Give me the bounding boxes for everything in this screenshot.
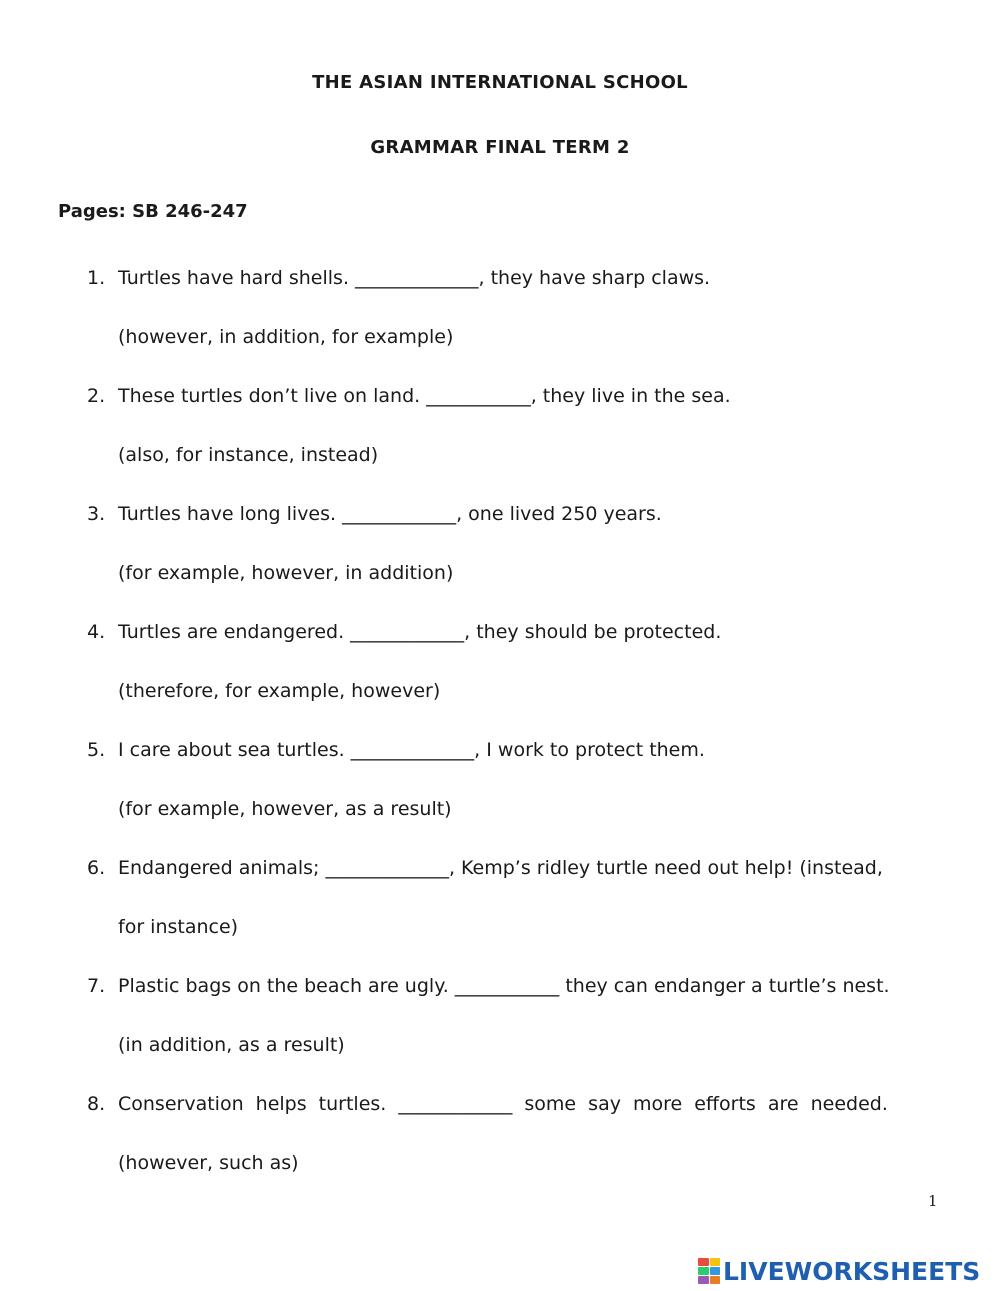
answer-options: (however, such as) [118, 1152, 299, 1174]
answer-options: (for example, however, in addition) [118, 562, 454, 584]
question-number: 6. [87, 857, 106, 879]
question-number: 4. [87, 621, 106, 643]
question-text: Turtles have long lives. ____________, one lived 250 years. [118, 503, 662, 525]
question-text: Turtles have hard shells. _____________, they have sharp claws. [118, 267, 711, 289]
logo-tile [710, 1267, 721, 1275]
question-number: 7. [87, 975, 106, 997]
exam-title: GRAMMAR FINAL TERM 2 [370, 137, 630, 158]
logo-tile [710, 1258, 721, 1266]
school-title: THE ASIAN INTERNATIONAL SCHOOL [312, 72, 688, 93]
liveworksheets-icon [698, 1258, 720, 1284]
question-text: Conservation helps turtles. ____________ some say more efforts are needed. [118, 1093, 888, 1115]
question-number: 3. [87, 503, 106, 525]
answer-options: for instance) [118, 916, 239, 938]
question-number: 1. [87, 267, 106, 289]
answer-options: (in addition, as a result) [118, 1034, 345, 1056]
pages-reference: Pages: SB 246-247 [58, 201, 248, 222]
question-number: 2. [87, 385, 106, 407]
logo-tile [698, 1258, 709, 1266]
question-text: Plastic bags on the beach are ugly. ___________ they can endanger a turtle’s nest. [118, 975, 890, 997]
answer-options: (also, for instance, instead) [118, 444, 379, 466]
liveworksheets-logo [698, 1256, 980, 1286]
answer-options: (therefore, for example, however) [118, 680, 441, 702]
question-text: These turtles don’t live on land. ___________, they live in the sea. [118, 385, 731, 407]
question-number: 5. [87, 739, 106, 761]
logo-tile [710, 1276, 721, 1284]
page-number: 1 [928, 1192, 938, 1210]
question-text: Endangered animals; _____________, Kemp’s ridley turtle need out help! (instead, [118, 857, 883, 879]
logo-tile [698, 1267, 709, 1275]
answer-options: (however, in addition, for example) [118, 326, 454, 348]
question-text: I care about sea turtles. _____________, I work to protect them. [118, 739, 705, 761]
answer-options: (for example, however, as a result) [118, 798, 452, 820]
brand-name: LIVEWORKSHEETS [723, 1256, 981, 1286]
logo-tile [698, 1276, 709, 1284]
question-number: 8. [87, 1093, 106, 1115]
question-text: Turtles are endangered. ____________, they should be protected. [118, 621, 722, 643]
